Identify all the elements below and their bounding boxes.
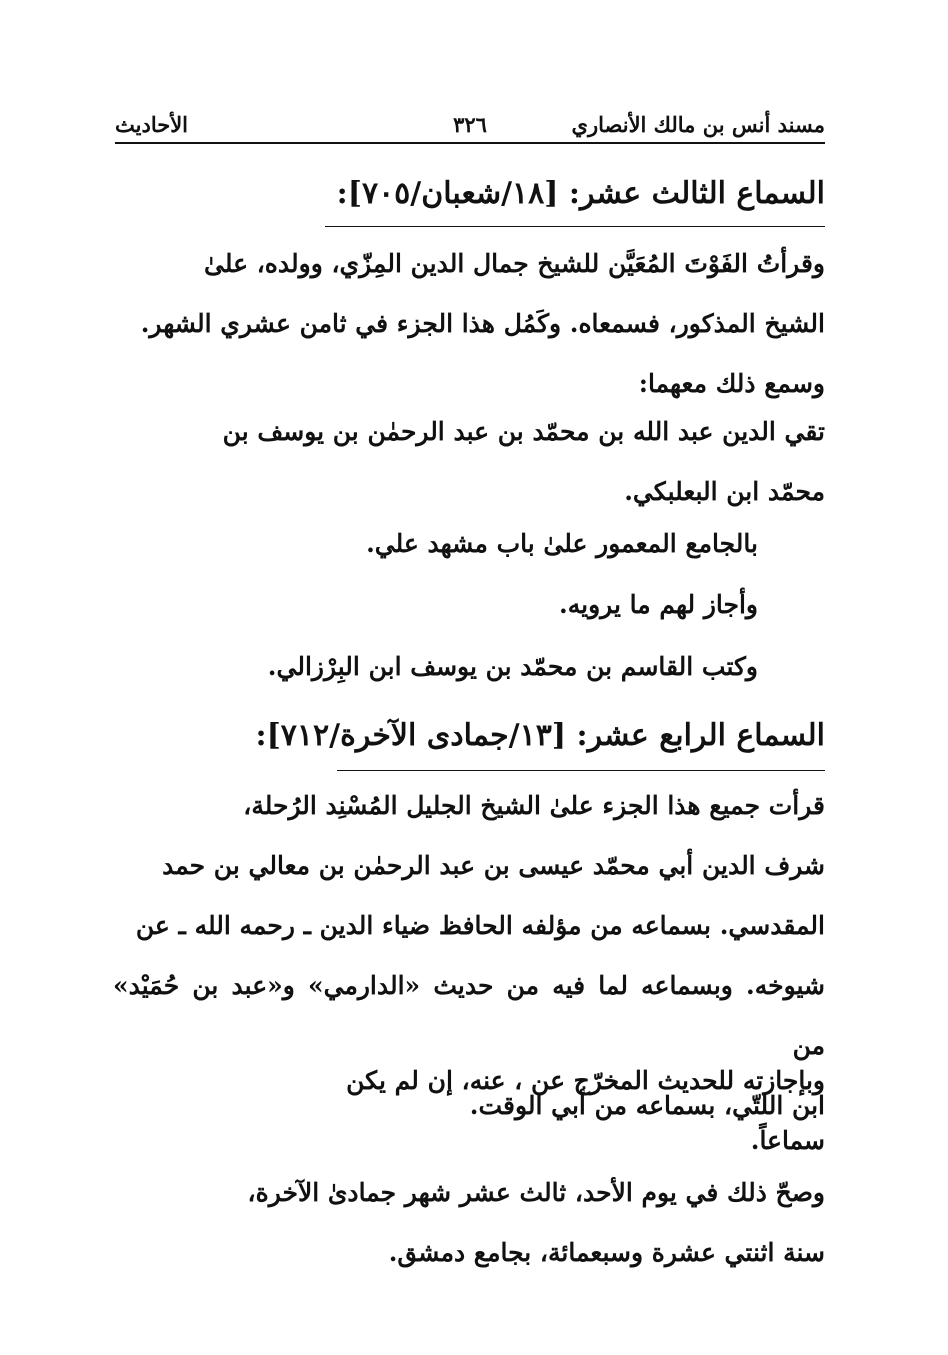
sama14-heading: السماع الرابع عشر: [١٣/جمادى الآخرة/٧١٢]: [255, 718, 825, 753]
sama14-paragraph-1: قرأت جميع هذا الجزء علىٰ الشيخ الجليل المُسْنِد الرُحلة، شرف الدين أبي محمّد عيسى بن عبد الرحمٰن بن معالي بن حمد المقدسي. بسماعه من مؤلفه الحافظ ضياء الدين ـ رحمه الله ـ عن شيوخه. وبسماعه لما فيه من حديث «الدارمي» و«عبد بن حُمَيْد» من ابن اللتّي، بسماعه من أبي الوقت. [113, 791, 825, 1120]
sama14-heading-rule [337, 770, 825, 771]
sama13-paragraph-1: وقرأتُ الفَوْتَ المُعَيَّن للشيخ جمال الدين المِزّي، وولده، علىٰ الشيخ المذكور، فسمعاه. وكَمُل هذا الجزء في ثامن عشري الشهر. وسمع ذلك معهما: [140, 249, 825, 398]
sama14-paragraph-2: وبإجازته للحديث المخرّج عن ، عنه، إن لم يكن سماعاً. [346, 1066, 825, 1155]
sama13-heading: السماع الثالث عشر: [١٨/شعبان/٧٠٥]: [336, 176, 825, 211]
sama13-scribe-line: وكتب القاسم بن محمّد بن يوسف ابن البِرْزالي. [267, 652, 758, 681]
sama13-ijaza-line: وأجاز لهم ما يرويه. [559, 590, 758, 619]
section-title: الأحاديث [115, 112, 189, 137]
book-title: مسند أنس بن مالك الأنصاري [571, 112, 825, 137]
sama14-paragraph-3: وصحّ ذلك في يوم الأحد، ثالث عشر شهر جمادىٰ الآخرة، سنة اثنتي عشرة وسبعمائة، بجامع دمشق. [247, 1178, 825, 1267]
sama13-location-line: بالجامع المعمور علىٰ باب مشهد علي. [366, 529, 758, 558]
sama13-paragraph-2: تقي الدين عبد الله بن محمّد بن عبد الرحمٰن بن يوسف بن محمّد ابن البعلبكي. [222, 417, 825, 506]
page-number: ٣٢٦ [453, 112, 487, 137]
running-header [115, 108, 825, 144]
sama13-heading-rule [325, 226, 825, 227]
